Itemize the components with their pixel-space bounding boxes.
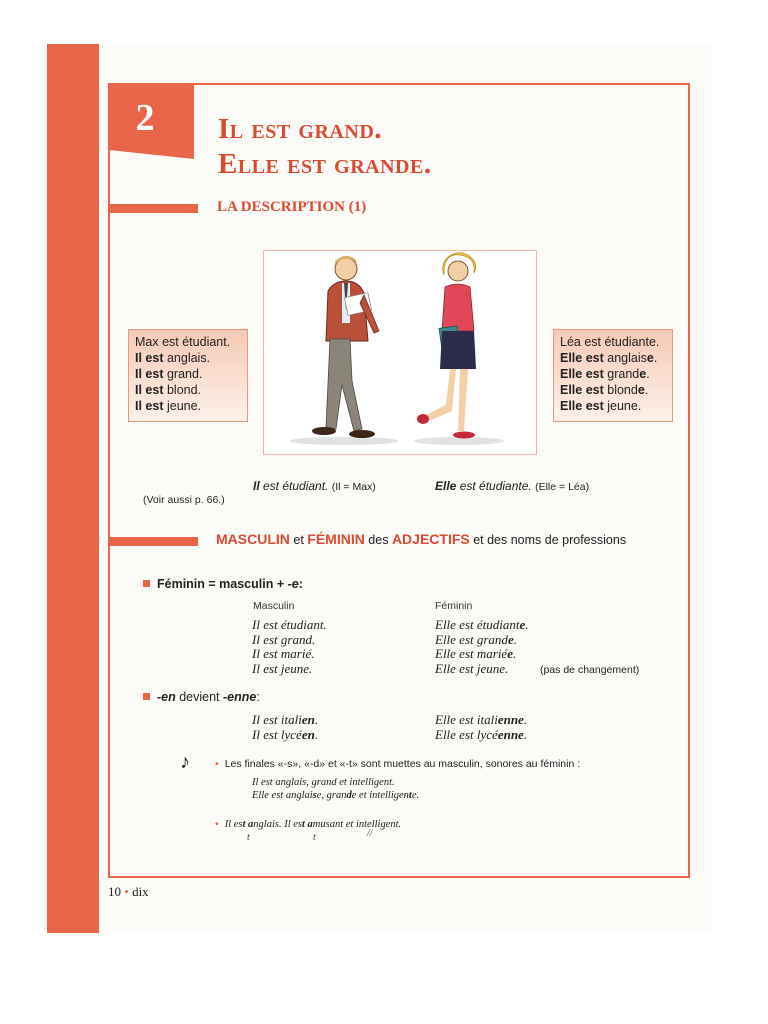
max-figure <box>312 256 379 438</box>
square-bullet-icon <box>143 693 150 700</box>
music-note-icon: ♪ <box>180 751 190 773</box>
no-liaison-mark: // <box>367 828 373 839</box>
no-change-note: (pas de changement) <box>540 664 640 676</box>
chapter-number: 2 <box>135 97 155 139</box>
lea-line: Léa est étudiante. <box>560 335 660 349</box>
lea-line: Elle est grande. <box>560 367 650 381</box>
liaison-mark-t: t <box>313 832 316 843</box>
bullet-icon: • <box>215 758 219 770</box>
chapter-title-line1: Il est grand. <box>218 113 383 145</box>
page-footer: 10 • dix <box>108 884 149 899</box>
chapter-title-line2: Elle est grande. <box>218 148 432 180</box>
column-header-masculin: Masculin <box>253 600 295 612</box>
pronunciation-note-1: • Les finales «-s», «-d» et «-t» sont muettes au masculin, sonores au féminin : <box>215 758 581 770</box>
illustration-max-and-lea <box>264 251 536 454</box>
see-also-note: (Voir aussi p. 66.) <box>143 494 225 506</box>
left-color-band <box>47 44 99 933</box>
bullet-icon: • <box>215 818 219 830</box>
liaison-mark-t: t <box>247 832 250 843</box>
section-title-masculin-feminin: MASCULIN et FÉMININ des ADJECTIFS et des noms de professions <box>216 531 627 547</box>
lea-figure <box>417 253 476 439</box>
pronunciation-note-2: • Il est anglais. Il est amusant et intelligent. <box>215 818 402 830</box>
section-title-description: LA DESCRIPTION (1) <box>217 199 367 215</box>
lea-line: Elle est anglaise. <box>560 351 658 365</box>
max-description-box <box>128 329 248 422</box>
lea-line: Elle est blonde. <box>560 383 649 397</box>
max-line: Il est grand. <box>135 367 203 381</box>
illustration-frame <box>263 250 537 455</box>
pronunciation-examples-1: Il est anglais, grand et intelligent. Elle est anglaise, grande et intelligente. <box>252 777 420 801</box>
masculin-examples: Il est étudiant. Il est grand. Il est marié. Il est jeune. <box>252 617 327 676</box>
max-line: Il est anglais. <box>135 351 211 365</box>
max-line: Il est blond. <box>135 383 202 397</box>
caption-il: Il est étudiant. (Il = Max) <box>253 479 376 493</box>
lea-description-box <box>553 329 673 422</box>
feminin-examples: Elle est étudiante. Elle est grande. Elle est mariée. Elle est jeune. <box>435 617 529 676</box>
caption-elle: Elle est étudiante. (Elle = Léa) <box>435 479 590 493</box>
rule-feminin-plus-e: Féminin = masculin + -e: <box>143 577 303 591</box>
en-masculin-examples: Il est italien. Il est lycéen. <box>252 712 319 742</box>
rule-en-enne: -en devient -enne: <box>143 690 260 704</box>
max-line: Il est jeune. <box>135 399 202 413</box>
lea-line: Elle est jeune. <box>560 399 642 413</box>
section-bar-masculin-feminin <box>108 537 198 546</box>
section-bar-description <box>108 204 198 213</box>
enne-feminin-examples: Elle est italienne. Elle est lycéenne. <box>435 712 528 742</box>
column-header-feminin: Féminin <box>435 600 473 612</box>
square-bullet-icon <box>143 580 150 587</box>
max-line: Max est étudiant. <box>135 335 231 349</box>
